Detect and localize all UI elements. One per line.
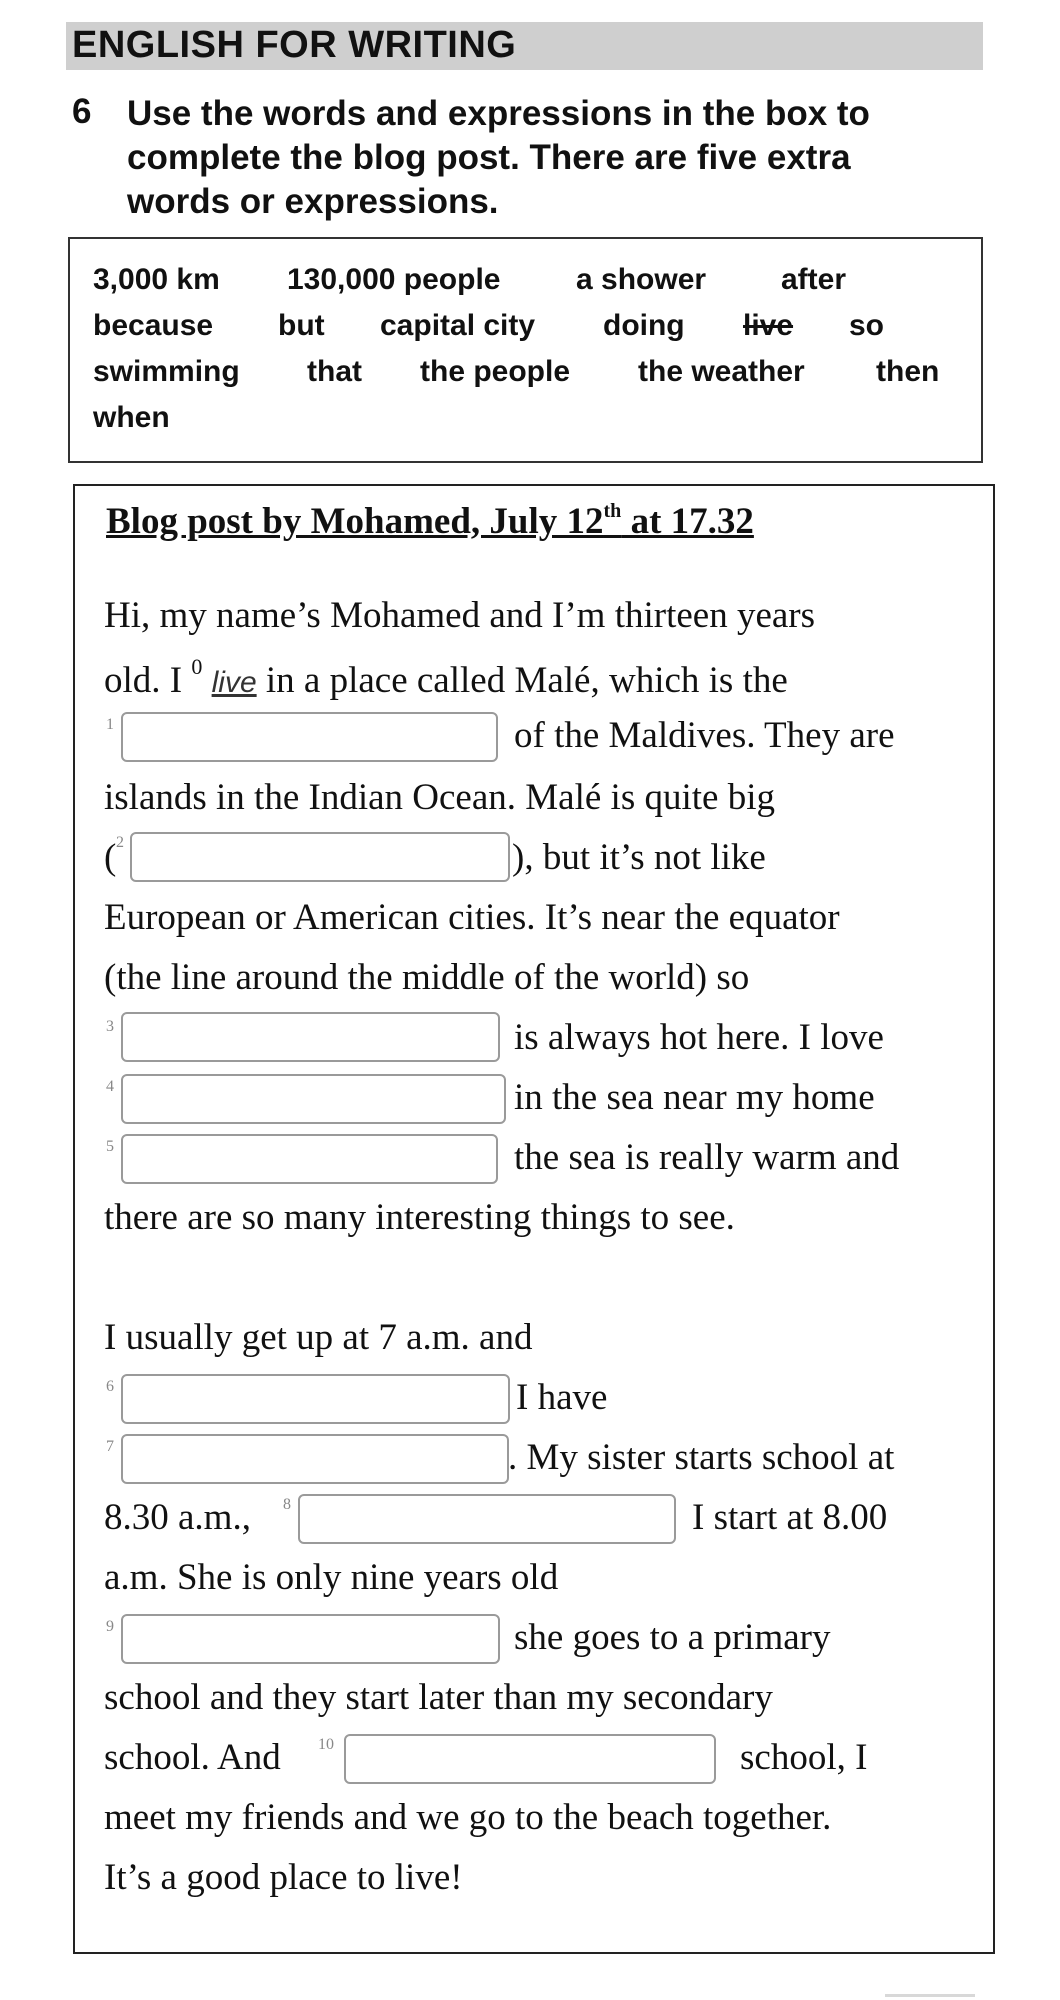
word-option: the people	[420, 355, 571, 388]
blog-text-line: of the Maldives. They are	[514, 715, 895, 756]
blog-text-line: I start at 8.00	[692, 1497, 888, 1538]
blog-text-line: school and they start later than my secondary	[104, 1677, 773, 1718]
answer-gap-4[interactable]	[121, 1074, 506, 1124]
blog-text-line: European or American cities. It’s near the equator	[104, 897, 840, 938]
blog-text-line: islands in the Indian Ocean. Malé is quite big	[104, 777, 775, 818]
blog-text-line: is always hot here. I love	[514, 1017, 884, 1058]
blog-text-line: (	[104, 837, 117, 878]
word-option: when	[93, 401, 170, 434]
answer-gap-10[interactable]	[344, 1734, 716, 1784]
answer-gap-6[interactable]	[121, 1374, 510, 1424]
blog-text-line: school, I	[740, 1737, 868, 1778]
blog-text-line: school. And	[104, 1737, 281, 1778]
example-answer: live	[211, 666, 257, 699]
word-option: so	[849, 309, 885, 342]
gap-number: 8	[283, 1496, 291, 1513]
instruction-line: complete the blog post. There are five extra	[127, 138, 851, 177]
blog-text-line: a.m. She is only nine years old	[104, 1557, 559, 1598]
gap-number: 9	[106, 1618, 114, 1635]
gap-number: 1	[106, 716, 114, 733]
word-option: capital city	[380, 309, 536, 342]
blog-text-line: . My sister starts school at	[508, 1437, 895, 1478]
answer-gap-9[interactable]	[121, 1614, 500, 1664]
blog-text-line: ), but it’s not like	[512, 837, 766, 878]
answer-gap-8[interactable]	[298, 1494, 676, 1544]
blog-text-line: I usually get up at 7 a.m. and	[104, 1317, 533, 1358]
word-option-crossed-out: live	[743, 309, 794, 342]
answer-gap-7[interactable]	[121, 1434, 509, 1484]
example-number: 0	[191, 654, 203, 679]
word-option: that	[307, 355, 362, 388]
gap-number: 5	[106, 1138, 114, 1155]
word-option: swimming	[93, 355, 240, 388]
page-edge-mark	[885, 1994, 975, 1997]
blog-text-line: Hi, my name’s Mohamed and I’m thirteen years	[104, 595, 816, 636]
word-option: then	[876, 355, 940, 388]
gap-number: 10	[318, 1736, 334, 1753]
answer-gap-2[interactable]	[130, 832, 510, 882]
gap-number: 7	[106, 1438, 114, 1455]
exercise-number: 6	[72, 92, 92, 131]
answer-gap-5[interactable]	[121, 1134, 498, 1184]
blog-text-line: 8.30 a.m.,	[104, 1497, 251, 1538]
blog-text-line: old. I $^0$ live in a place called Malé, which is the	[104, 654, 788, 701]
word-option: after	[781, 263, 847, 296]
section-title: ENGLISH FOR WRITING	[72, 24, 517, 66]
gap-number: 3	[106, 1018, 114, 1035]
instruction-line: words or expressions.	[127, 182, 499, 221]
word-option: doing	[603, 309, 685, 342]
blog-text-line: It’s a good place to live!	[104, 1857, 463, 1898]
word-option: 3,000 km	[93, 263, 220, 296]
blog-text-line: in the sea near my home	[514, 1077, 875, 1118]
word-option: because	[93, 309, 214, 342]
blog-text-line: she goes to a primary	[514, 1617, 831, 1658]
answer-gap-3[interactable]	[121, 1012, 500, 1062]
blog-text-line: I have	[516, 1377, 608, 1418]
gap-number: 2	[116, 834, 124, 851]
blog-text-line: meet my friends and we go to the beach together.	[104, 1797, 832, 1838]
blog-text-line: the sea is really warm and	[514, 1137, 900, 1178]
word-option: a shower	[576, 263, 707, 296]
gap-number: 4	[106, 1078, 114, 1095]
word-option: the weather	[638, 355, 805, 388]
word-option: but	[278, 309, 325, 342]
word-option: 130,000 people	[287, 263, 501, 296]
blog-text-line: (the line around the middle of the world) so	[104, 957, 750, 998]
instruction-line: Use the words and expressions in the box to	[127, 94, 870, 133]
exercise-instructions	[127, 92, 987, 224]
blog-text-line: there are so many interesting things to see.	[104, 1197, 735, 1238]
gap-number: 6	[106, 1378, 114, 1395]
answer-gap-1[interactable]	[121, 712, 498, 762]
blog-post-title: Blog post by Mohamed, July 12th at 17.32	[106, 500, 754, 542]
